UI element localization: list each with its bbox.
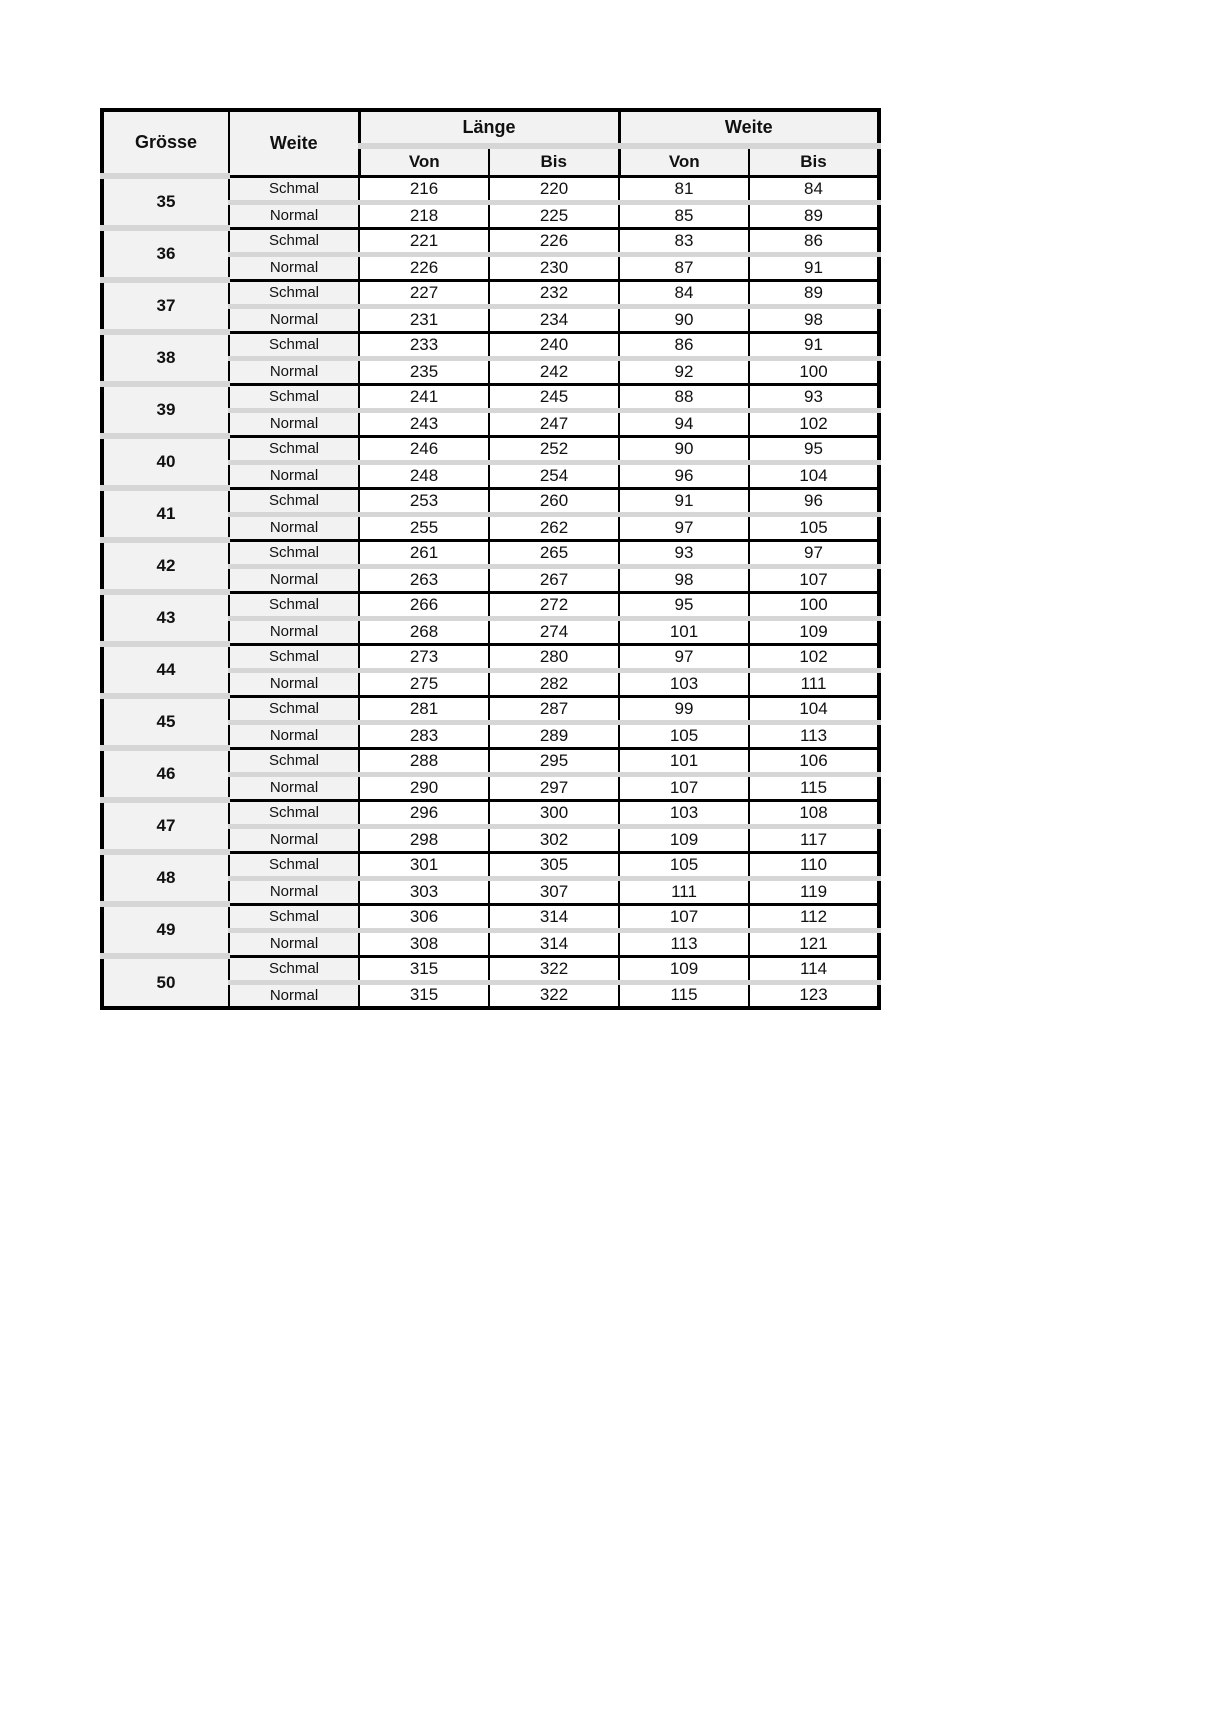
size-group-41 — [102, 488, 879, 540]
width-label-normal: Normal — [229, 358, 359, 384]
header-groesse: Grösse — [102, 110, 229, 176]
weite-von-value: 107 — [619, 774, 749, 800]
header-weite-von: Von — [619, 146, 749, 176]
width-label-normal: Normal — [229, 878, 359, 904]
laenge-von-value: 315 — [359, 956, 489, 982]
weite-bis-value: 84 — [749, 176, 879, 202]
width-label-schmal: Schmal — [229, 384, 359, 410]
laenge-bis-value: 295 — [489, 748, 619, 774]
weite-bis-value: 100 — [749, 358, 879, 384]
table-row-schmal — [102, 956, 879, 982]
weite-bis-value: 102 — [749, 410, 879, 436]
laenge-bis-value: 272 — [489, 592, 619, 618]
width-label-schmal: Schmal — [229, 540, 359, 566]
table-row-schmal — [102, 696, 879, 722]
weite-bis-value: 109 — [749, 618, 879, 644]
laenge-bis-value: 247 — [489, 410, 619, 436]
laenge-bis-value: 254 — [489, 462, 619, 488]
weite-bis-value: 108 — [749, 800, 879, 826]
width-label-normal: Normal — [229, 254, 359, 280]
size-group-45 — [102, 696, 879, 748]
laenge-bis-value: 280 — [489, 644, 619, 670]
table-row-schmal — [102, 384, 879, 410]
laenge-von-value: 216 — [359, 176, 489, 202]
laenge-von-value: 227 — [359, 280, 489, 306]
laenge-von-value: 246 — [359, 436, 489, 462]
size-group-50 — [102, 956, 879, 1008]
width-label-normal: Normal — [229, 202, 359, 228]
width-label-schmal: Schmal — [229, 800, 359, 826]
width-label-normal: Normal — [229, 306, 359, 332]
size-cell: 39 — [102, 384, 229, 436]
weite-bis-value: 91 — [749, 254, 879, 280]
laenge-von-value: 243 — [359, 410, 489, 436]
width-label-normal: Normal — [229, 774, 359, 800]
size-cell: 49 — [102, 904, 229, 956]
weite-von-value: 98 — [619, 566, 749, 592]
size-group-40 — [102, 436, 879, 488]
weite-von-value: 93 — [619, 540, 749, 566]
weite-von-value: 99 — [619, 696, 749, 722]
laenge-bis-value: 322 — [489, 956, 619, 982]
laenge-von-value: 288 — [359, 748, 489, 774]
laenge-bis-value: 225 — [489, 202, 619, 228]
weite-bis-value: 104 — [749, 696, 879, 722]
weite-von-value: 115 — [619, 982, 749, 1008]
laenge-von-value: 275 — [359, 670, 489, 696]
size-group-37 — [102, 280, 879, 332]
weite-bis-value: 93 — [749, 384, 879, 410]
width-label-schmal: Schmal — [229, 644, 359, 670]
weite-von-value: 101 — [619, 748, 749, 774]
weite-bis-value: 123 — [749, 982, 879, 1008]
laenge-bis-value: 307 — [489, 878, 619, 904]
width-label-normal: Normal — [229, 670, 359, 696]
size-cell: 38 — [102, 332, 229, 384]
laenge-von-value: 290 — [359, 774, 489, 800]
weite-von-value: 109 — [619, 826, 749, 852]
weite-von-value: 105 — [619, 722, 749, 748]
size-cell: 42 — [102, 540, 229, 592]
weite-von-value: 113 — [619, 930, 749, 956]
laenge-von-value: 296 — [359, 800, 489, 826]
size-cell: 45 — [102, 696, 229, 748]
weite-bis-value: 106 — [749, 748, 879, 774]
width-label-schmal: Schmal — [229, 436, 359, 462]
weite-von-value: 103 — [619, 800, 749, 826]
laenge-von-value: 233 — [359, 332, 489, 358]
size-chart-table — [100, 108, 881, 1010]
width-label-schmal: Schmal — [229, 488, 359, 514]
laenge-bis-value: 240 — [489, 332, 619, 358]
table-header — [102, 110, 879, 176]
width-label-normal: Normal — [229, 514, 359, 540]
width-label-schmal: Schmal — [229, 332, 359, 358]
laenge-bis-value: 226 — [489, 228, 619, 254]
width-label-normal: Normal — [229, 722, 359, 748]
table-row-schmal — [102, 592, 879, 618]
size-cell: 43 — [102, 592, 229, 644]
width-label-normal: Normal — [229, 930, 359, 956]
weite-von-value: 109 — [619, 956, 749, 982]
weite-bis-value: 111 — [749, 670, 879, 696]
laenge-von-value: 268 — [359, 618, 489, 644]
weite-von-value: 83 — [619, 228, 749, 254]
header-weite-bis: Bis — [749, 146, 879, 176]
weite-von-value: 96 — [619, 462, 749, 488]
width-label-schmal: Schmal — [229, 696, 359, 722]
width-label-schmal: Schmal — [229, 904, 359, 930]
weite-von-value: 84 — [619, 280, 749, 306]
weite-von-value: 81 — [619, 176, 749, 202]
weite-bis-value: 97 — [749, 540, 879, 566]
laenge-von-value: 261 — [359, 540, 489, 566]
weite-von-value: 95 — [619, 592, 749, 618]
size-cell: 37 — [102, 280, 229, 332]
size-cell: 35 — [102, 176, 229, 228]
width-label-schmal: Schmal — [229, 228, 359, 254]
weite-bis-value: 98 — [749, 306, 879, 332]
weite-bis-value: 121 — [749, 930, 879, 956]
size-group-39 — [102, 384, 879, 436]
weite-von-value: 91 — [619, 488, 749, 514]
size-cell: 47 — [102, 800, 229, 852]
table-row-schmal — [102, 852, 879, 878]
laenge-von-value: 281 — [359, 696, 489, 722]
weite-bis-value: 95 — [749, 436, 879, 462]
weite-bis-value: 86 — [749, 228, 879, 254]
table-row-schmal — [102, 332, 879, 358]
laenge-bis-value: 314 — [489, 930, 619, 956]
laenge-von-value: 308 — [359, 930, 489, 956]
table-row-schmal — [102, 644, 879, 670]
weite-von-value: 87 — [619, 254, 749, 280]
weite-bis-value: 104 — [749, 462, 879, 488]
width-label-normal: Normal — [229, 462, 359, 488]
weite-von-value: 97 — [619, 644, 749, 670]
weite-bis-value: 107 — [749, 566, 879, 592]
size-cell: 46 — [102, 748, 229, 800]
size-group-38 — [102, 332, 879, 384]
weite-bis-value: 112 — [749, 904, 879, 930]
laenge-bis-value: 314 — [489, 904, 619, 930]
weite-von-value: 92 — [619, 358, 749, 384]
table-row-schmal — [102, 748, 879, 774]
laenge-von-value: 226 — [359, 254, 489, 280]
weite-bis-value: 115 — [749, 774, 879, 800]
laenge-von-value: 263 — [359, 566, 489, 592]
weite-bis-value: 91 — [749, 332, 879, 358]
header-laenge-group: Länge — [359, 110, 619, 146]
size-cell: 48 — [102, 852, 229, 904]
laenge-bis-value: 262 — [489, 514, 619, 540]
laenge-bis-value: 300 — [489, 800, 619, 826]
weite-von-value: 86 — [619, 332, 749, 358]
weite-von-value: 111 — [619, 878, 749, 904]
laenge-von-value: 303 — [359, 878, 489, 904]
table-row-schmal — [102, 800, 879, 826]
laenge-bis-value: 287 — [489, 696, 619, 722]
laenge-von-value: 283 — [359, 722, 489, 748]
weite-bis-value: 102 — [749, 644, 879, 670]
laenge-bis-value: 305 — [489, 852, 619, 878]
weite-bis-value: 114 — [749, 956, 879, 982]
size-cell: 44 — [102, 644, 229, 696]
laenge-von-value: 255 — [359, 514, 489, 540]
weite-von-value: 101 — [619, 618, 749, 644]
size-cell: 50 — [102, 956, 229, 1008]
weite-von-value: 97 — [619, 514, 749, 540]
weite-von-value: 107 — [619, 904, 749, 930]
laenge-von-value: 253 — [359, 488, 489, 514]
weite-von-value: 85 — [619, 202, 749, 228]
laenge-von-value: 315 — [359, 982, 489, 1008]
size-group-36 — [102, 228, 879, 280]
weite-bis-value: 100 — [749, 592, 879, 618]
width-label-normal: Normal — [229, 618, 359, 644]
laenge-von-value: 248 — [359, 462, 489, 488]
size-cell: 36 — [102, 228, 229, 280]
size-group-49 — [102, 904, 879, 956]
laenge-bis-value: 282 — [489, 670, 619, 696]
size-group-42 — [102, 540, 879, 592]
laenge-von-value: 235 — [359, 358, 489, 384]
laenge-von-value: 221 — [359, 228, 489, 254]
table-row-schmal — [102, 540, 879, 566]
laenge-bis-value: 322 — [489, 982, 619, 1008]
size-group-48 — [102, 852, 879, 904]
weite-von-value: 90 — [619, 436, 749, 462]
table-row-schmal — [102, 228, 879, 254]
table-row-schmal — [102, 280, 879, 306]
header-laenge-von: Von — [359, 146, 489, 176]
laenge-bis-value: 302 — [489, 826, 619, 852]
laenge-bis-value: 289 — [489, 722, 619, 748]
weite-von-value: 88 — [619, 384, 749, 410]
size-group-44 — [102, 644, 879, 696]
laenge-von-value: 273 — [359, 644, 489, 670]
header-weite-column: Weite — [229, 110, 359, 176]
header-weite-group: Weite — [619, 110, 879, 146]
laenge-von-value: 298 — [359, 826, 489, 852]
width-label-normal: Normal — [229, 566, 359, 592]
weite-bis-value: 119 — [749, 878, 879, 904]
laenge-von-value: 266 — [359, 592, 489, 618]
laenge-bis-value: 230 — [489, 254, 619, 280]
weite-von-value: 90 — [619, 306, 749, 332]
weite-von-value: 103 — [619, 670, 749, 696]
table-row-schmal — [102, 176, 879, 202]
weite-von-value: 94 — [619, 410, 749, 436]
width-label-schmal: Schmal — [229, 852, 359, 878]
size-group-35 — [102, 176, 879, 228]
laenge-bis-value: 297 — [489, 774, 619, 800]
width-label-schmal: Schmal — [229, 956, 359, 982]
table-row-schmal — [102, 904, 879, 930]
laenge-bis-value: 274 — [489, 618, 619, 644]
size-group-47 — [102, 800, 879, 852]
weite-bis-value: 96 — [749, 488, 879, 514]
weite-bis-value: 89 — [749, 202, 879, 228]
laenge-bis-value: 245 — [489, 384, 619, 410]
laenge-bis-value: 267 — [489, 566, 619, 592]
weite-bis-value: 89 — [749, 280, 879, 306]
size-group-43 — [102, 592, 879, 644]
laenge-von-value: 306 — [359, 904, 489, 930]
laenge-von-value: 218 — [359, 202, 489, 228]
laenge-bis-value: 232 — [489, 280, 619, 306]
width-label-normal: Normal — [229, 410, 359, 436]
width-label-normal: Normal — [229, 982, 359, 1008]
width-label-schmal: Schmal — [229, 280, 359, 306]
size-cell: 40 — [102, 436, 229, 488]
table-row-schmal — [102, 488, 879, 514]
width-label-schmal: Schmal — [229, 592, 359, 618]
weite-bis-value: 113 — [749, 722, 879, 748]
laenge-bis-value: 234 — [489, 306, 619, 332]
header-row-groups — [102, 110, 879, 146]
width-label-normal: Normal — [229, 826, 359, 852]
weite-bis-value: 117 — [749, 826, 879, 852]
laenge-von-value: 301 — [359, 852, 489, 878]
laenge-bis-value: 242 — [489, 358, 619, 384]
laenge-bis-value: 220 — [489, 176, 619, 202]
weite-von-value: 105 — [619, 852, 749, 878]
header-laenge-bis: Bis — [489, 146, 619, 176]
weite-bis-value: 105 — [749, 514, 879, 540]
laenge-bis-value: 265 — [489, 540, 619, 566]
weite-bis-value: 110 — [749, 852, 879, 878]
width-label-schmal: Schmal — [229, 176, 359, 202]
laenge-von-value: 241 — [359, 384, 489, 410]
table-row-schmal — [102, 436, 879, 462]
laenge-bis-value: 252 — [489, 436, 619, 462]
size-cell: 41 — [102, 488, 229, 540]
laenge-bis-value: 260 — [489, 488, 619, 514]
width-label-schmal: Schmal — [229, 748, 359, 774]
laenge-von-value: 231 — [359, 306, 489, 332]
size-group-46 — [102, 748, 879, 800]
